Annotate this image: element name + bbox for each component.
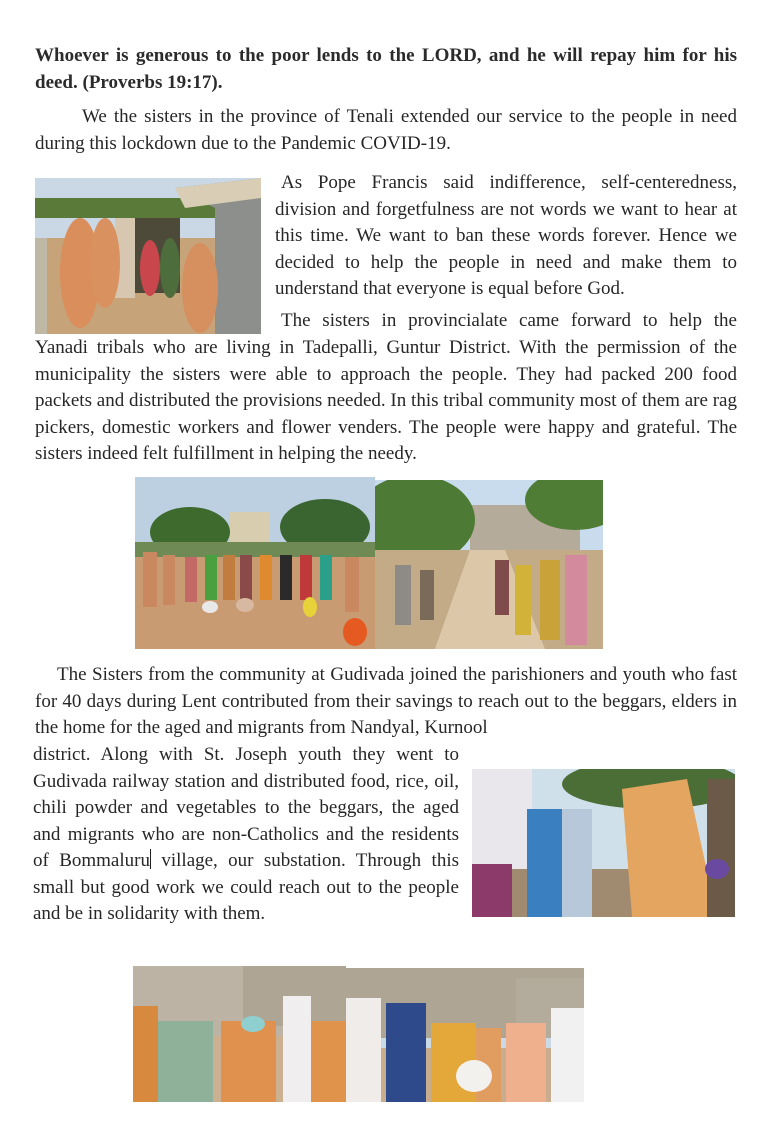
provincialate-paragraph: Yanadi tribals who are living in Tadepalli, Guntur District. With the permission of the municipality the sisters were able to approach the people. They had packed 200 food packets and distributed the provisions needed. In this tribal community most of them are rag pickers, domestic workers and flower venders. The people were happy and grateful. The sisters indeed felt fulfillment in helping the needy.	[35, 337, 737, 464]
photo-distribution-right	[346, 968, 584, 1102]
proverbs-quote: Whoever is generous to the poor lends to the LORD, and he will repay him for his deed. (Proverbs 19:17).	[35, 45, 737, 93]
gudivada-text-a: district. Along with St. Joseph youth they went to Gudivada railway station and distributed food, rice, oil, chili powder and vegetables to the beggars, the aged and migrants who are non-Catholics and the residents of Bommaluru	[33, 744, 459, 871]
photo-people-lined-on-road	[375, 480, 603, 649]
gudivada-text-b: village, our substation. Through this small but good work we could reach out to the people and be in solidarity with them.	[33, 850, 459, 924]
photo-group-with-food-bags	[135, 477, 375, 649]
intro-paragraph: We the sisters in the province of Tenali extended our service to the people in need during this lockdown due to the Pandemic COVID-19.	[35, 106, 737, 154]
gudivada-paragraph-continued	[33, 742, 459, 928]
provincialate-paragraph-first-line: The sisters in provincialate came forward to help the	[281, 310, 737, 331]
gudivada-paragraph: The Sisters from the community at Gudivada joined the parishioners and youth who fast for 40 days during Lent contributed from their savings to reach out to the beggars, elders in the home for the aged and migrants from Nandyal, Kurnool	[35, 664, 737, 738]
photo-sisters-visiting-huts	[35, 178, 261, 334]
photo-distribution-left	[133, 966, 346, 1102]
pope-francis-paragraph: As Pope Francis said indifference, self-centeredness, division and forgetfulness are not words we want to hear at this time. We want to ban these words forever. Hence we decided to help the people in need and make them to understand that everyone is equal before God.	[275, 172, 737, 299]
photo-sister-distributing-food	[472, 769, 735, 917]
